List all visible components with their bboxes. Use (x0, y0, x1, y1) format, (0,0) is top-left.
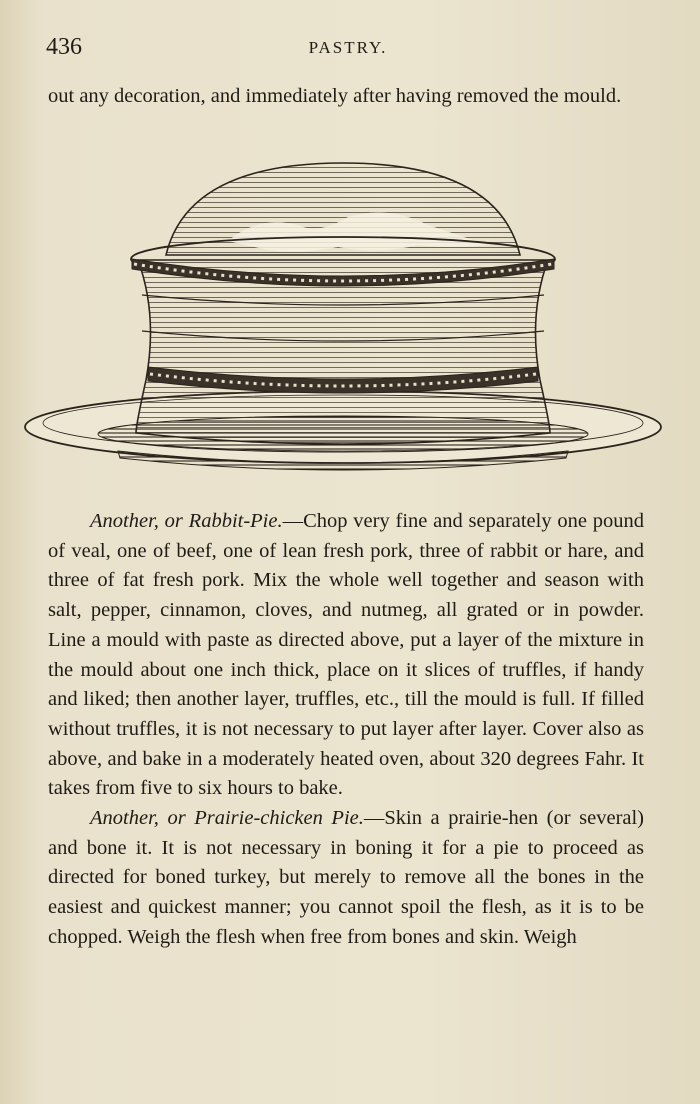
recipe-title: Another, or Rabbit-Pie. (90, 510, 283, 532)
section-title: PASTRY. (308, 38, 388, 57)
recipe-body: —Skin a prairie-hen (or several) and bone it. It is not necessary in boning it for a pie to proceed as directed for boned turkey, but merely to remove all the bones in the easiest and quickest manner; you cannot spoil the flesh, as it is to be chopped. Weigh the flesh when free from bones and skin. Weigh (48, 807, 645, 948)
recipe-body: —Chop very fine and separately one pound of veal, one of beef, one of lean fresh pork, three of rabbit or hare, and three of fat fresh pork. Mix the whole well together and season with salt, pepper, cinnamon, cloves, and nutmeg, all grated or in powder. Line a mould with paste as directed above, put a layer of the mixture in the mould about one inch thick, place on it slices of truffles, if handy and liked; then another layer, truffles, etc., till the mould is full. If filled without truffles, it is not necessary to put layer after layer. Cover also as above, and bake in a moderately heated oven, about 320 degrees Fahr. It takes from five to six hours to bake. (48, 510, 644, 800)
recipe-title: Another, or Prairie-chicken Pie. (90, 807, 364, 830)
recipe-prairie-chicken-pie (48, 804, 644, 953)
running-head (46, 34, 650, 64)
recipe-rabbit-pie (48, 507, 644, 804)
page-number: 436 (46, 34, 82, 60)
mould-icon (131, 163, 555, 444)
recipe-text (48, 507, 644, 953)
intro-text: out any decoration, and immediately after having removed the mould. (48, 85, 622, 107)
pie-mould-illustration (18, 155, 668, 485)
